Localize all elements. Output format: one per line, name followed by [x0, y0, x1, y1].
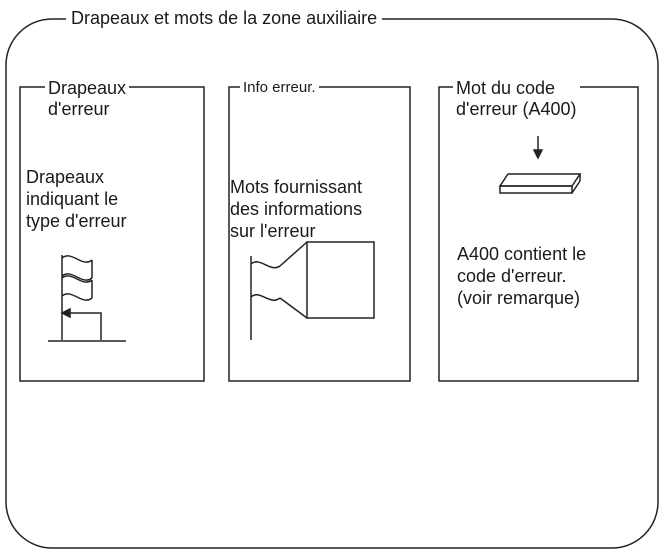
panel-error-code-word: [439, 87, 638, 381]
panel-error-info-body: Mots fournissant des informations sur l'erreur: [230, 177, 363, 241]
word-register-icon: [500, 136, 580, 193]
panel-error-flags: [20, 87, 204, 381]
panel-error-info-legend: Info erreur.: [240, 79, 319, 97]
panel-error-code-word-body: A400 contient le code d'erreur. (voir remarque): [457, 244, 587, 308]
panel-error-flags-body: Drapeaux indiquant le type d'erreur: [26, 167, 127, 231]
panel-error-flags-legend: Drapeaux d'erreur: [45, 78, 129, 120]
flag-with-arrow-icon: [48, 255, 126, 341]
panel-error-code-word-legend: Mot du code d'erreur (A400): [453, 78, 580, 120]
outer-frame-title: Drapeaux et mots de la zone auxiliaire: [66, 8, 382, 29]
flag-with-cone-icon: [251, 242, 374, 340]
